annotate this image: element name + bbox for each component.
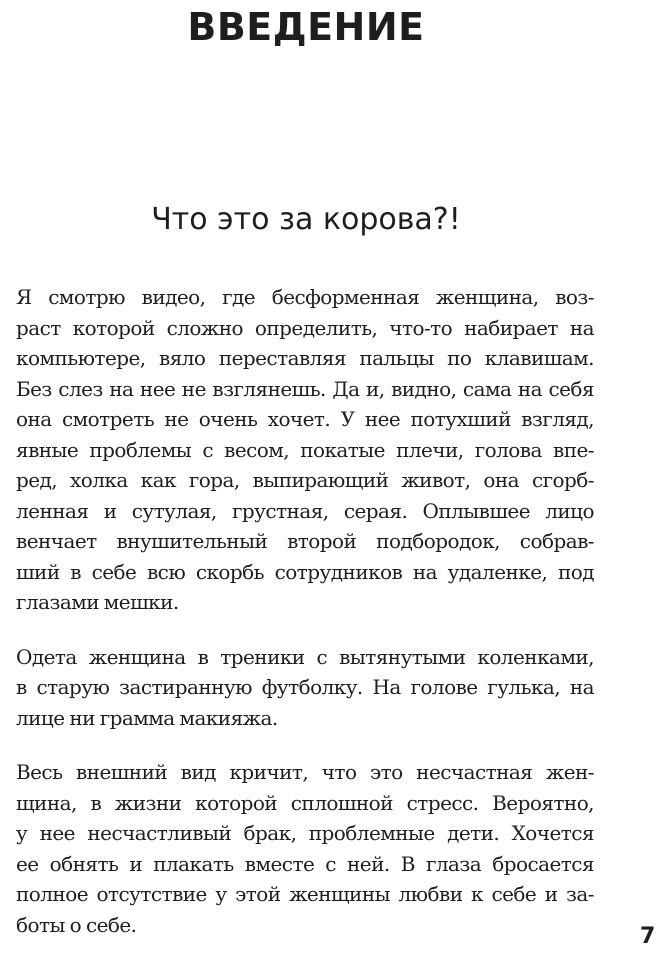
text-line: ленная и сутулая, грустная, серая. Оплывшее лицо bbox=[16, 498, 594, 523]
text-line: в старую застиранную футболку. На голове гулька, на bbox=[16, 675, 594, 699]
text-line: у нее несчастливый брак, проблемные дети. Хочется bbox=[16, 821, 594, 845]
text-line: венчает внушительный второй подбородок, собрав- bbox=[16, 529, 594, 553]
text-line: раст которой сложно определить, что-то набирает на bbox=[16, 315, 594, 340]
text-line: глазами мешки. bbox=[16, 590, 179, 614]
text-line: ред, холка как гора, выпирающий живот, она сгорб- bbox=[16, 468, 594, 492]
page-number: 7 bbox=[640, 924, 656, 949]
section-title: Что это за корова?! bbox=[151, 202, 461, 237]
text-line: Без слез на нее не взглянешь. Да и, видно, сама на себя bbox=[16, 376, 594, 401]
chapter-title: ВВЕДЕНИЕ bbox=[187, 5, 425, 49]
text-line: Я смотрю видео, где бесформенная женщина, воз- bbox=[16, 285, 594, 309]
paragraph bbox=[16, 282, 594, 618]
body-text bbox=[16, 282, 594, 964]
text-line: ее обнять и плакать вместе с ней. В глаза бросается bbox=[16, 851, 594, 876]
text-line: Одета женщина в треники с вытянутыми коленками, bbox=[16, 644, 594, 669]
text-line: лице ни грамма макияжа. bbox=[16, 705, 278, 730]
text-line: щина, в жизни которой сплошной стресс. Вероятно, bbox=[16, 790, 594, 815]
text-line: она смотреть не очень хочет. У нее потухший взгляд, bbox=[16, 407, 594, 431]
paragraph bbox=[16, 642, 594, 734]
text-line: Весь внешний вид кричит, что это несчастная жен- bbox=[16, 760, 594, 784]
text-line: боты о себе. bbox=[16, 912, 137, 937]
paragraph bbox=[16, 757, 594, 940]
text-line: явные проблемы с весом, покатые плечи, голова впе- bbox=[16, 437, 594, 462]
text-line: компьютере, вяло переставляя пальцы по клавишам. bbox=[16, 346, 594, 370]
text-line: ший в себе всю скорбь сотрудников на удаленке, под bbox=[16, 559, 594, 584]
text-line: полное отсутствие у этой женщины любви к себе и за- bbox=[16, 882, 594, 906]
